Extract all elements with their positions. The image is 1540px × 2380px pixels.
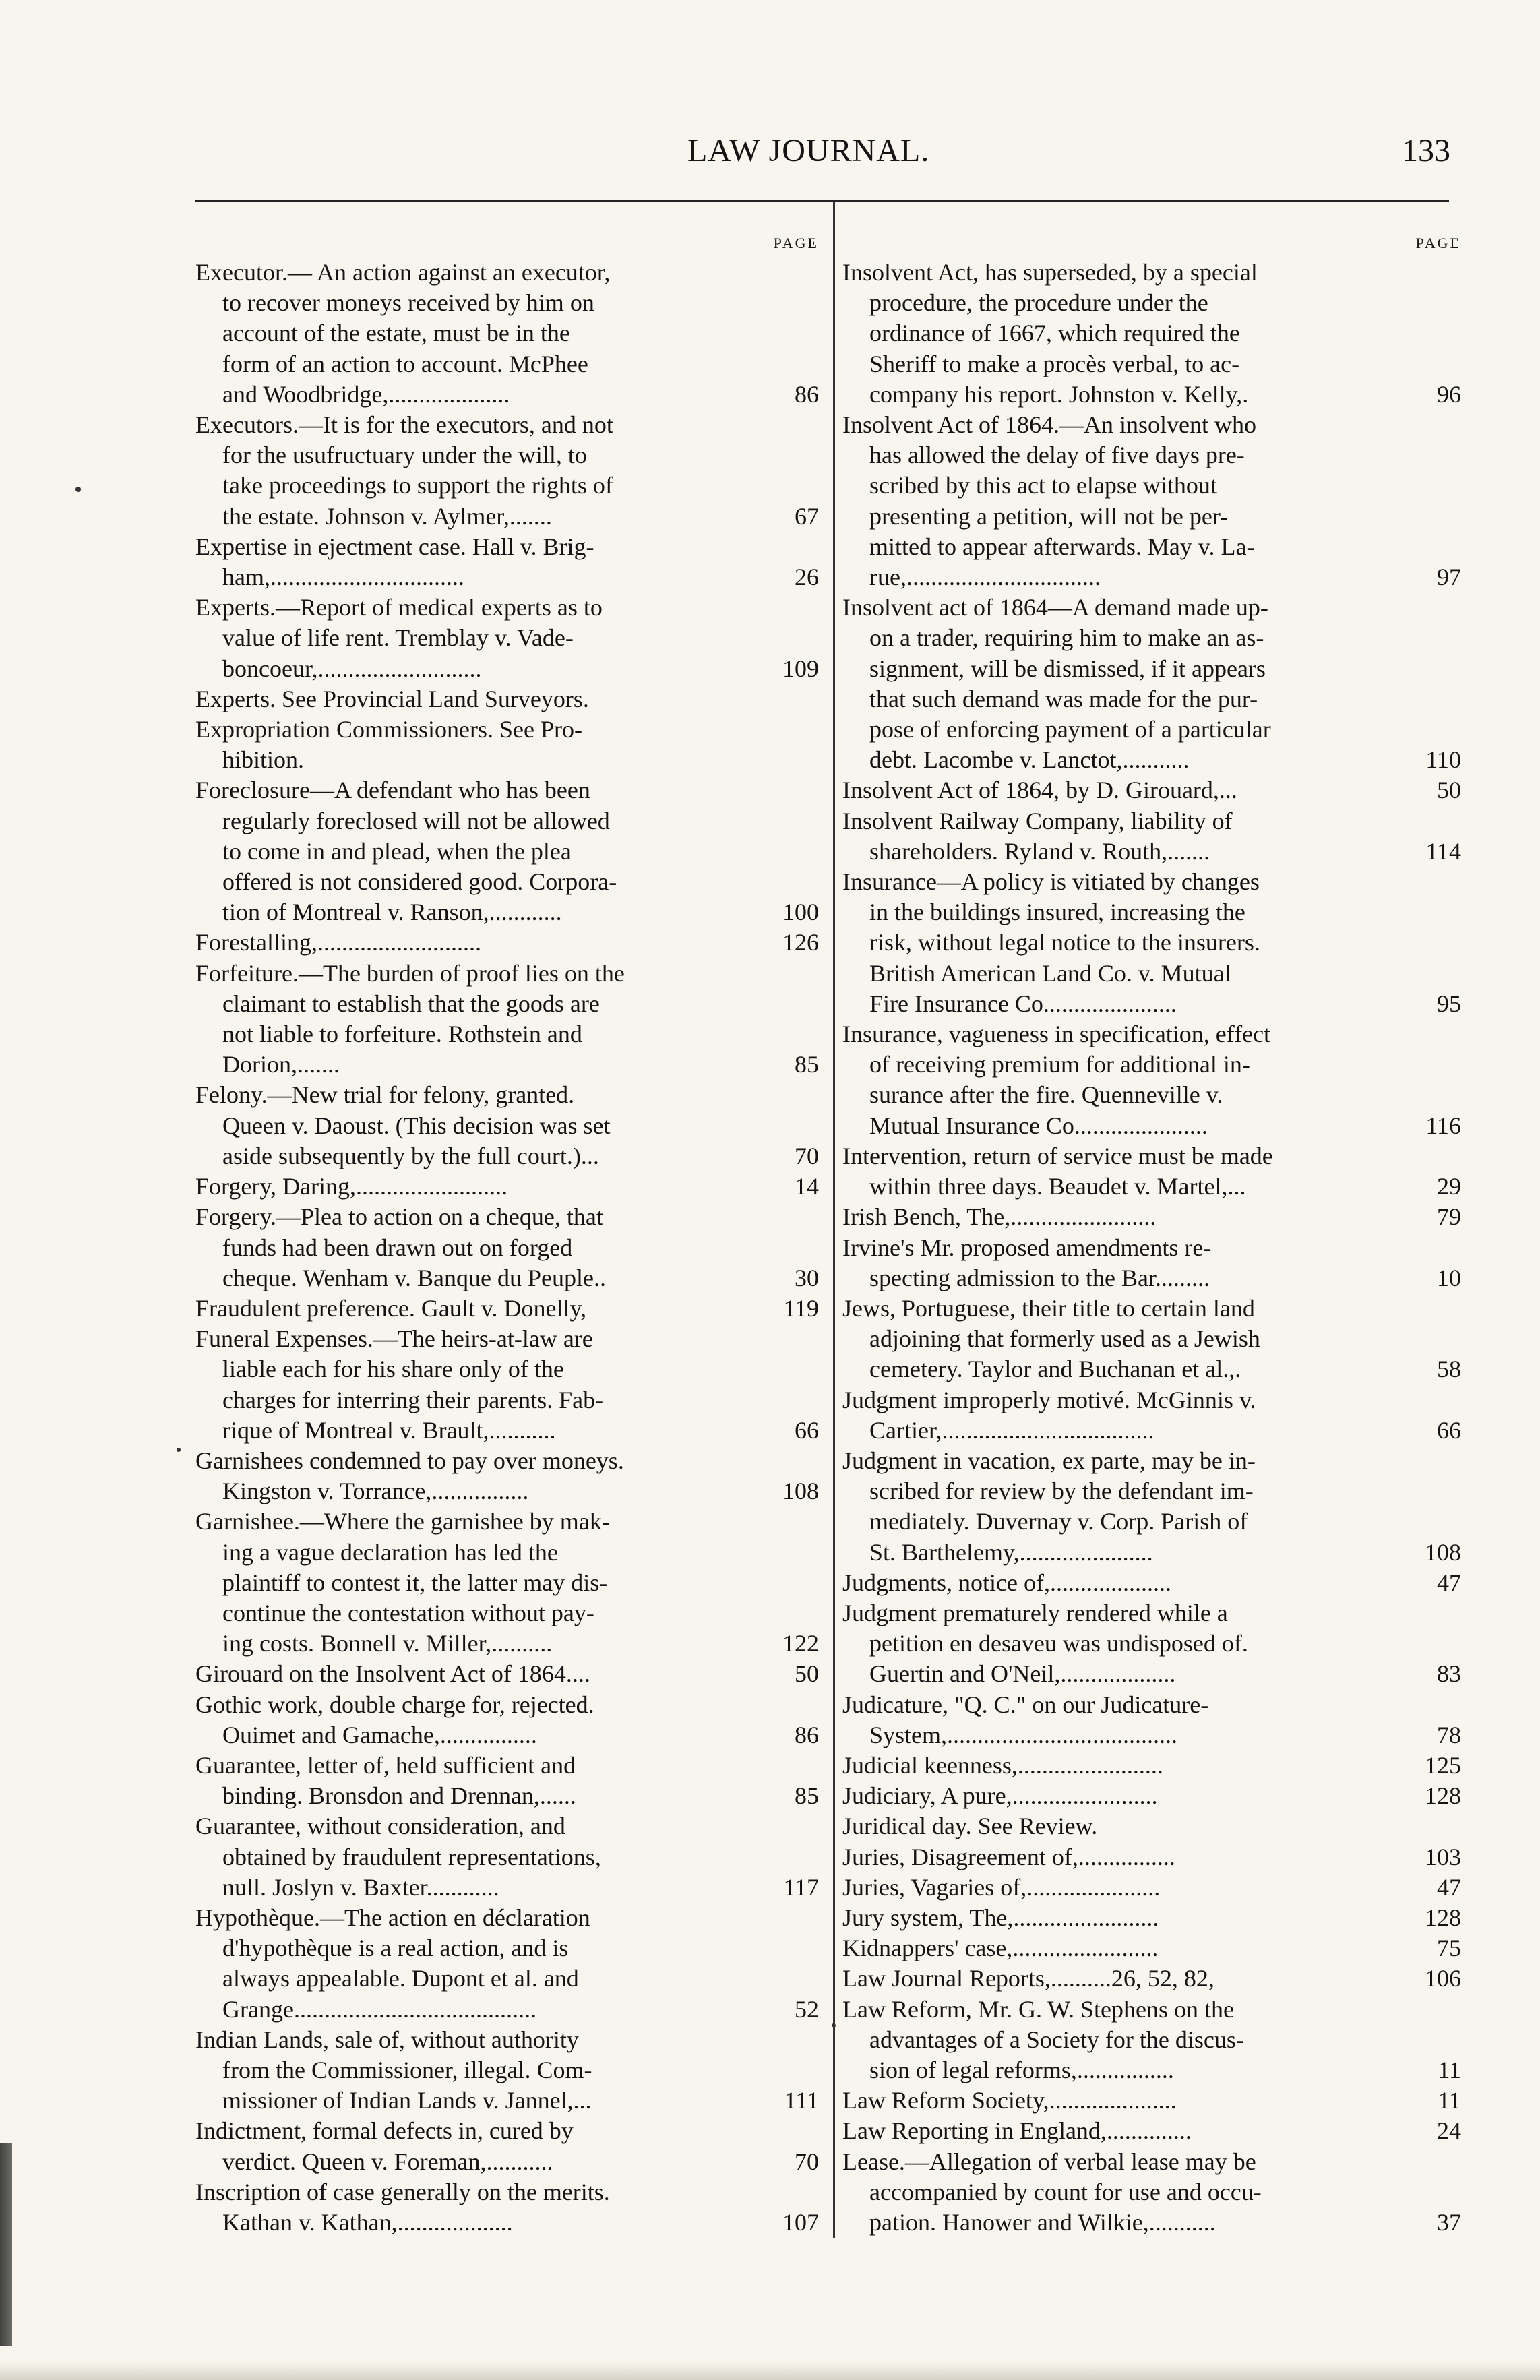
entry-line: to come in and plead, when the plea xyxy=(222,837,572,865)
entry-line: petition en desaveu was undisposed of. xyxy=(869,1630,1248,1657)
entry-line: specting admission to the Bar......... 10 xyxy=(842,1263,1461,1293)
entry-line: that such demand was made for the pur- xyxy=(869,685,1258,712)
entry-line: binding. Bronsdon and Drennan,...... 85 xyxy=(195,1781,819,1811)
entry-page-ref: 67 xyxy=(795,502,819,530)
entry-line: aside subsequently by the full court.)... 70 xyxy=(195,1141,819,1171)
page-number: 133 xyxy=(1402,133,1450,169)
entry-page-ref: 58 xyxy=(1437,1355,1461,1383)
index-entry xyxy=(195,532,819,592)
entry-line: Guarantee, letter of, held sufficient and xyxy=(195,1751,576,1779)
entry-page-ref: 111 xyxy=(784,2087,819,2114)
entry-page-ref: 117 xyxy=(783,1873,819,1901)
entry-line: Forgery, Daring,......................... 14 xyxy=(195,1171,819,1202)
index-entry xyxy=(195,1903,819,2025)
entry-line: rue,................................ 97 xyxy=(842,562,1461,592)
entry-line: Executors.—It is for the executors, and not xyxy=(195,411,613,439)
entry-page-ref: 10 xyxy=(1437,1264,1461,1291)
index-entry xyxy=(842,867,1461,1019)
index-entry xyxy=(195,775,819,927)
entry-line: Indictment, formal defects in, cured by xyxy=(195,2117,574,2145)
entry-line: for the usufructuary under the will, to xyxy=(222,441,587,469)
entry-page-ref: 119 xyxy=(783,1294,819,1322)
entry-line: Foreclosure—A defendant who has been xyxy=(195,776,590,804)
entry-line: rique of Montreal v. Brault,........... 66 xyxy=(195,1415,819,1446)
entry-line: Forgery.—Plea to action on a cheque, that xyxy=(195,1203,603,1231)
entry-line: funds had been drawn out on forged xyxy=(222,1233,573,1261)
entry-page-ref: 86 xyxy=(795,380,819,408)
entry-page-ref: 128 xyxy=(1425,1782,1461,1810)
entry-line: advantages of a Society for the discus- xyxy=(869,2025,1244,2053)
entry-page-ref: 85 xyxy=(795,1782,819,1810)
index-entry xyxy=(195,2177,819,2238)
entry-line: Queen v. Daoust. (This decision was set xyxy=(222,1111,611,1139)
index-entry xyxy=(195,1811,819,1903)
entry-line: Law Journal Reports,..........26, 52, 82, 106 xyxy=(842,1963,1461,1994)
entry-line: value of life rent. Tremblay v. Vade- xyxy=(222,624,574,652)
entry-line: mediately. Duvernay v. Corp. Parish of xyxy=(869,1508,1248,1535)
entry-page-ref: 125 xyxy=(1425,1751,1461,1779)
entry-line: Expertise in ejectment case. Hall v. Brig- xyxy=(195,532,594,560)
entry-line: surance after the fire. Quenneville v. xyxy=(869,1081,1223,1109)
index-entry xyxy=(842,1781,1461,1811)
entry-line: sion of legal reforms,................ 11 xyxy=(842,2055,1461,2085)
entry-line: Ouimet and Gamache,................ 86 xyxy=(195,1720,819,1750)
entry-line: continue the contestation without pay- xyxy=(222,1599,594,1626)
ink-speck xyxy=(75,487,81,492)
entry-line: Judgment in vacation, ex parte, may be in- xyxy=(842,1446,1256,1474)
entry-line: Mutual Insurance Co...................... 116 xyxy=(842,1111,1461,1141)
entry-line: Insolvent Act of 1864, by D. Girouard,... 50 xyxy=(842,775,1461,805)
index-entry xyxy=(842,1568,1461,1598)
entry-line: always appealable. Dupont et al. and xyxy=(222,1965,579,1992)
index-entry xyxy=(842,1141,1461,1202)
entry-line: boncoeur,........................... 109 xyxy=(195,654,819,684)
entry-line: charges for interring their parents. Fab- xyxy=(222,1386,604,1413)
entry-line: company his report. Johnston v. Kelly,. 96 xyxy=(842,379,1461,410)
entry-line: claimant to establish that the goods are xyxy=(222,989,600,1017)
index-entry xyxy=(195,1080,819,1171)
entry-line: scribed by this act to elapse without xyxy=(869,472,1217,499)
entry-page-ref: 108 xyxy=(782,1477,819,1505)
entry-page-ref: 30 xyxy=(795,1264,819,1291)
index-column-right xyxy=(842,235,1461,2238)
index-entry xyxy=(195,2025,819,2116)
entry-page-ref: 50 xyxy=(1437,776,1461,804)
entry-line: Funeral Expenses.—The heirs-at-law are xyxy=(195,1325,593,1353)
entry-line: Expropriation Commissioners. See Pro- xyxy=(195,716,582,743)
index-entry xyxy=(195,1506,819,1659)
entry-line: Inscription of case generally on the merits. xyxy=(195,2178,610,2205)
entry-line: cemetery. Taylor and Buchanan et al.,. 58 xyxy=(842,1354,1461,1384)
page-bottom-edge xyxy=(0,2362,1540,2380)
index-entry xyxy=(842,1446,1461,1568)
entry-page-ref: 70 xyxy=(795,2147,819,2175)
entry-line: debt. Lacombe v. Lanctot,........... 110 xyxy=(842,745,1461,775)
index-entry xyxy=(842,1293,1461,1385)
entry-line: Dorion,....... 85 xyxy=(195,1049,819,1080)
entry-line: obtained by fraudulent representations, xyxy=(222,1843,601,1870)
entry-line: Judiciary, A pure,........................ 128 xyxy=(842,1781,1461,1811)
entry-page-ref: 97 xyxy=(1437,563,1461,591)
entry-line: Gothic work, double charge for, rejected. xyxy=(195,1690,594,1718)
index-entry xyxy=(842,1233,1461,1293)
entry-line: regularly foreclosed will not be allowed xyxy=(222,807,610,834)
entry-page-ref: 95 xyxy=(1437,989,1461,1017)
index-entry xyxy=(195,1293,819,1324)
index-entry xyxy=(842,1019,1461,1141)
entry-line: Judicial keenness,........................ 125 xyxy=(842,1750,1461,1781)
entry-page-ref: 128 xyxy=(1425,1903,1461,1931)
entry-line: verdict. Queen v. Foreman,........... 70 xyxy=(195,2147,819,2177)
entry-line: Insolvent Railway Company, liability of xyxy=(842,807,1233,834)
entry-line: Kidnappers' case,........................ 75 xyxy=(842,1933,1461,1963)
entry-line: Kathan v. Kathan,................... 107 xyxy=(195,2207,819,2238)
entry-line: the estate. Johnson v. Aylmer,....... 67 xyxy=(195,501,819,532)
entry-line: Forfeiture.—The burden of proof lies on the xyxy=(195,959,625,987)
entry-line: Intervention, return of service must be made xyxy=(842,1142,1273,1169)
binding-edge-mark xyxy=(0,2143,12,2346)
entry-line: missioner of Indian Lands v. Jannel,... 111 xyxy=(195,2085,819,2116)
entry-line: Lease.—Allegation of verbal lease may be xyxy=(842,2147,1256,2175)
entry-page-ref: 83 xyxy=(1437,1660,1461,1688)
index-entry xyxy=(842,410,1461,592)
entry-page-ref: 96 xyxy=(1437,380,1461,408)
index-entry xyxy=(842,1872,1461,1903)
entry-line: Experts. See Provincial Land Surveyors. xyxy=(195,685,589,712)
entry-line: Guertin and O'Neil,................... 83 xyxy=(842,1659,1461,1689)
entry-page-ref: 122 xyxy=(782,1630,819,1657)
entry-line: scribed for review by the defendant im- xyxy=(869,1477,1254,1505)
index-entry xyxy=(195,1750,819,1811)
index-entry xyxy=(842,806,1461,867)
entry-line: Insolvent Act, has superseded, by a special xyxy=(842,259,1258,286)
entry-line: Felony.—New trial for felony, granted. xyxy=(195,1081,575,1109)
entry-line: d'hypothèque is a real action, and is xyxy=(222,1934,569,1962)
index-entry xyxy=(195,257,819,410)
entry-line: Indian Lands, sale of, without authority xyxy=(195,2025,579,2053)
index-entry xyxy=(842,1842,1461,1872)
entry-page-ref: 116 xyxy=(1425,1111,1461,1139)
entry-page-ref: 66 xyxy=(1437,1416,1461,1444)
index-entry xyxy=(842,1202,1461,1232)
entry-page-ref: 108 xyxy=(1425,1538,1461,1566)
entry-line: offered is not considered good. Corpora- xyxy=(222,868,617,896)
index-entry xyxy=(842,1690,1461,1750)
entry-page-ref: 11 xyxy=(1438,2056,1461,2083)
entry-line: Cartier,................................... 66 xyxy=(842,1415,1461,1446)
index-entry xyxy=(195,1446,819,1506)
entry-line: take proceedings to support the rights of xyxy=(222,472,613,499)
entry-line: Judgments, notice of,.................... 47 xyxy=(842,1568,1461,1598)
entry-page-ref: 70 xyxy=(795,1142,819,1169)
entry-line: Juries, Vagaries of,...................... 47 xyxy=(842,1872,1461,1903)
entry-line: from the Commissioner, illegal. Com- xyxy=(222,2056,592,2083)
entry-line: Law Reporting in England,.............. 24 xyxy=(842,2116,1461,2146)
index-entry xyxy=(842,1903,1461,1933)
entry-line: has allowed the delay of five days pre- xyxy=(869,441,1245,469)
index-entry xyxy=(195,1324,819,1446)
index-entry xyxy=(195,1171,819,1202)
entry-line: Jews, Portuguese, their title to certain land xyxy=(842,1294,1255,1322)
entry-line: Garnishees condemned to pay over moneys. xyxy=(195,1446,624,1474)
running-header-title: LAW JOURNAL. xyxy=(687,133,930,169)
entry-line: ham,................................ 26 xyxy=(195,562,819,592)
page-column-label: PAGE xyxy=(773,235,819,251)
page-column-label: PAGE xyxy=(1415,235,1461,251)
entry-line: Garnishee.—Where the garnishee by mak- xyxy=(195,1508,610,1535)
index-entry xyxy=(195,958,819,1080)
index-entries xyxy=(842,257,1461,2238)
entry-line: null. Joslyn v. Baxter............ 117 xyxy=(195,1872,819,1903)
entry-line: of receiving premium for additional in- xyxy=(869,1051,1250,1078)
index-entry xyxy=(195,714,819,775)
entry-page-ref: 110 xyxy=(1425,746,1461,774)
entry-page-ref: 11 xyxy=(1438,2087,1461,2114)
entry-page-ref: 103 xyxy=(1425,1843,1461,1870)
entry-line: Judicature, "Q. C." on our Judicature- xyxy=(842,1690,1209,1718)
index-entry xyxy=(195,684,819,714)
entry-line: Juries, Disagreement of,................ 103 xyxy=(842,1842,1461,1872)
entry-line: shareholders. Ryland v. Routh,....... 114 xyxy=(842,836,1461,867)
entry-line: St. Barthelemy,...................... 108 xyxy=(842,1537,1461,1568)
index-entry xyxy=(842,2085,1461,2116)
entry-line: form of an action to account. McPhee xyxy=(222,350,588,377)
entry-line: Jury system, The,........................ 128 xyxy=(842,1903,1461,1933)
index-entry xyxy=(195,927,819,958)
index-entry xyxy=(195,1659,819,1689)
entry-line: cheque. Wenham v. Banque du Peuple.. 30 xyxy=(195,1263,819,1293)
entry-line: Insolvent Act of 1864.—An insolvent who xyxy=(842,411,1256,439)
entry-line: presenting a petition, will not be per- xyxy=(869,502,1229,530)
entry-page-ref: 29 xyxy=(1437,1173,1461,1200)
index-entry xyxy=(195,1690,819,1750)
entry-line: Juridical day. See Review. xyxy=(842,1812,1098,1840)
entry-line: Fraudulent preference. Gault v. Donelly, 119 xyxy=(195,1293,819,1324)
entry-line: Law Reform Society,..................... 11 xyxy=(842,2085,1461,2116)
entry-line: procedure, the procedure under the xyxy=(869,289,1208,317)
entry-page-ref: 50 xyxy=(795,1660,819,1688)
entry-line: in the buildings insured, increasing the xyxy=(869,898,1245,926)
entry-page-ref: 75 xyxy=(1437,1934,1461,1962)
index-entry xyxy=(842,1963,1461,1994)
entry-page-ref: 79 xyxy=(1437,1203,1461,1231)
entry-page-ref: 114 xyxy=(1425,837,1461,865)
entry-line: Kingston v. Torrance,................ 108 xyxy=(195,1476,819,1506)
entry-line: System,...................................... 78 xyxy=(842,1720,1461,1750)
entry-page-ref: 78 xyxy=(1437,1721,1461,1748)
entry-line: within three days. Beaudet v. Martel,... 29 xyxy=(842,1171,1461,1202)
entry-line: Irish Bench, The,........................ 79 xyxy=(842,1202,1461,1232)
entry-page-ref: 14 xyxy=(795,1173,819,1200)
index-entry xyxy=(842,1598,1461,1690)
entry-page-ref: 37 xyxy=(1437,2209,1461,2236)
entry-page-ref: 52 xyxy=(795,1995,819,2023)
entry-line: not liable to forfeiture. Rothstein and xyxy=(222,1020,582,1048)
entry-line: Guarantee, without consideration, and xyxy=(195,1812,565,1840)
entry-line: Girouard on the Insolvent Act of 1864.... 50 xyxy=(195,1659,819,1689)
index-entry xyxy=(842,1385,1461,1446)
entry-line: signment, will be dismissed, if it appears xyxy=(869,654,1266,682)
index-entry xyxy=(842,592,1461,775)
entry-line: hibition. xyxy=(222,746,305,774)
index-entry xyxy=(195,1202,819,1293)
entry-page-ref: 106 xyxy=(1425,1965,1461,1992)
entry-line: on a trader, requiring him to make an as- xyxy=(869,624,1264,652)
entry-line: Insolvent act of 1864—A demand made up- xyxy=(842,594,1268,621)
index-entry xyxy=(842,1750,1461,1781)
column-divider xyxy=(833,202,835,2238)
entry-page-ref: 126 xyxy=(782,929,819,956)
index-entry xyxy=(842,1994,1461,2086)
index-entry xyxy=(195,410,819,532)
entry-line: liable each for his share only of the xyxy=(222,1355,564,1383)
entry-page-ref: 26 xyxy=(795,563,819,591)
entry-line: pose of enforcing payment of a particular xyxy=(869,716,1271,743)
entry-line: Insurance—A policy is vitiated by changes xyxy=(842,868,1260,896)
index-column-left xyxy=(195,235,819,2238)
entry-line: accompanied by count for use and occu- xyxy=(869,2178,1262,2205)
entry-line: account of the estate, must be in the xyxy=(222,319,570,347)
index-entry xyxy=(842,1933,1461,1963)
entry-page-ref: 47 xyxy=(1437,1873,1461,1901)
entry-page-ref: 66 xyxy=(795,1416,819,1444)
entry-page-ref: 86 xyxy=(795,1721,819,1748)
index-entry xyxy=(842,775,1461,805)
index-entry xyxy=(195,2116,819,2176)
index-entry xyxy=(842,257,1461,410)
entry-line: Insurance, vagueness in specification, effect xyxy=(842,1020,1271,1048)
entry-line: Judgment prematurely rendered while a xyxy=(842,1599,1228,1626)
ink-speck xyxy=(177,1448,181,1452)
entry-line: Irvine's Mr. proposed amendments re- xyxy=(842,1233,1212,1261)
entry-line: to recover moneys received by him on xyxy=(222,289,594,317)
entry-line: tion of Montreal v. Ranson,............ 100 xyxy=(195,897,819,927)
index-entry xyxy=(195,592,819,684)
entry-line: Forestalling,........................... 126 xyxy=(195,927,819,958)
index-entry xyxy=(842,2147,1461,2238)
entry-line: and Woodbridge,.................... 86 xyxy=(195,379,819,410)
ink-speck xyxy=(832,2023,836,2027)
entry-line: Hypothèque.—The action en déclaration xyxy=(195,1903,590,1931)
entry-line: mitted to appear afterwards. May v. La- xyxy=(869,532,1255,560)
entry-line: Experts.—Report of medical experts as to xyxy=(195,594,603,621)
entry-line: Grange........................................ 52 xyxy=(195,1994,819,2025)
index-entry xyxy=(842,1811,1461,1841)
entry-line: Law Reform, Mr. G. W. Stephens on the xyxy=(842,1995,1234,2023)
index-entry xyxy=(842,2116,1461,2146)
entry-line: ing a vague declaration has led the xyxy=(222,1538,558,1566)
entry-page-ref: 107 xyxy=(782,2209,819,2236)
entry-line: plaintiff to contest it, the latter may dis- xyxy=(222,1568,608,1596)
entry-line: risk, without legal notice to the insurers. xyxy=(869,929,1260,956)
header-rule xyxy=(195,200,1449,202)
entry-line: adjoining that formerly used as a Jewish xyxy=(869,1325,1260,1353)
entry-page-ref: 85 xyxy=(795,1051,819,1078)
entry-page-ref: 109 xyxy=(782,654,819,682)
entry-page-ref: 24 xyxy=(1437,2117,1461,2145)
entry-line: Sheriff to make a procès verbal, to ac- xyxy=(869,350,1240,377)
entry-line: ing costs. Bonnell v. Miller,.......... 122 xyxy=(195,1628,819,1659)
index-entries xyxy=(195,257,819,2238)
entry-line: pation. Hanower and Wilkie,........... 37 xyxy=(842,2207,1461,2238)
entry-line: ordinance of 1667, which required the xyxy=(869,319,1240,347)
entry-line: Executor.— An action against an executor, xyxy=(195,259,611,286)
entry-line: Judgment improperly motivé. McGinnis v. xyxy=(842,1386,1256,1413)
entry-line: Fire Insurance Co...................... 95 xyxy=(842,989,1461,1019)
entry-page-ref: 47 xyxy=(1437,1568,1461,1596)
entry-line: British American Land Co. v. Mutual xyxy=(869,959,1231,987)
entry-page-ref: 100 xyxy=(782,898,819,926)
